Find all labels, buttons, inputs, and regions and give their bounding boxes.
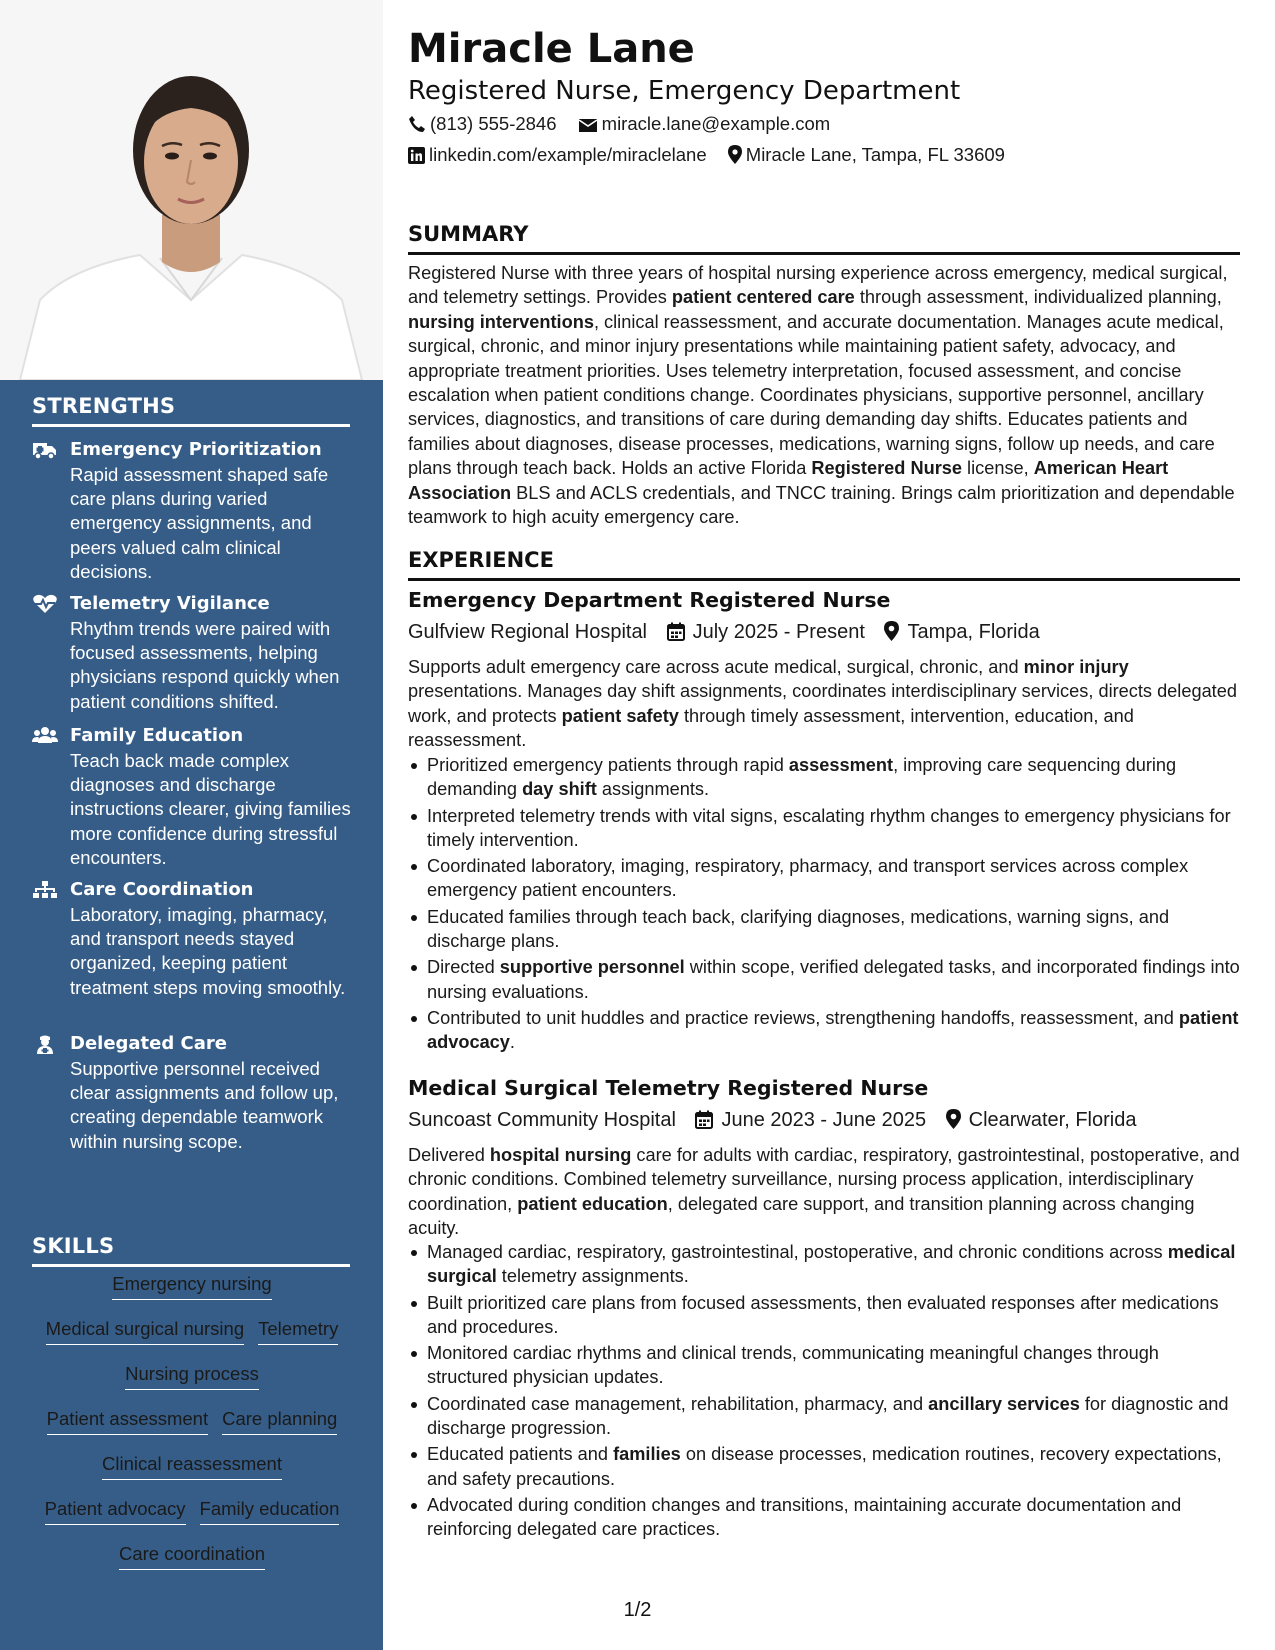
- strength-title: Telemetry Vigilance: [70, 593, 270, 614]
- skills-list: [32, 1272, 352, 1587]
- envelope-icon: [578, 117, 598, 133]
- strength-description: Teach back made complex diagnoses and discharge instructions clearer, giving families more confidence during stressful encounters.: [70, 750, 351, 868]
- linkedin-icon: [408, 147, 425, 164]
- sitemap-icon: [32, 880, 58, 900]
- bullet-item: Built prioritized care plans from focused assessments, then evaluated responses after medications and procedures.: [408, 1291, 1240, 1340]
- strength-title: Emergency Prioritization: [70, 439, 322, 460]
- nurse-icon: [32, 1034, 58, 1054]
- candidate-headline: Registered Nurse, Emergency Department: [408, 76, 961, 106]
- contact-row: [408, 143, 1021, 167]
- job-description: Supports adult emergency care across acute medical, surgical, chronic, and minor injury presentations. Manages day shift assignments, coordinates interdisciplinary services, directs delegated work, and protects patient safety through timely assessment, intervention, education, and reassessment.: [408, 657, 1237, 751]
- skill-tag: Care coordination: [119, 1542, 265, 1570]
- experience-heading: EXPERIENCE: [408, 546, 1240, 581]
- address-text: Miracle Lane, Tampa, FL 33609: [745, 144, 1005, 165]
- bullet-item: Educated families through teach back, clarifying diagnoses, medications, warning signs, and discharge plans.: [408, 905, 1240, 954]
- skill-tag: Nursing process: [125, 1362, 259, 1390]
- linkedin-contact[interactable]: [408, 143, 707, 167]
- ambulance-icon: [32, 440, 58, 460]
- strength-description: Laboratory, imaging, pharmacy, and transport needs stayed organized, keeping patient treatment steps moving smoothly.: [70, 904, 346, 998]
- job-description: Delivered hospital nursing care for adults with cardiac, respiratory, gastrointestinal, postoperative, and chronic conditions. Combined telemetry surveillance, nursing process application, interdisciplinary coordination, patient education, delegated care support, and transition planning across changing acuity.: [408, 1145, 1240, 1239]
- job-dates: [667, 619, 865, 645]
- summary-text: Registered Nurse with three years of hospital nursing experience across emergency, medical surgical, and telemetry settings. Provides patient centered care through assessment, individualized planning, nursing interventions, clinical reassessment, and accurate documentation. Manages acute medical, surgical, chronic, and minor injury presentations while maintaining patient safety, advocacy, and appropriate treatment priorities. Uses telemetry interpretation, focused assessment, and concise escalation when patient conditions change. Coordinates physicians, supportive personnel, ancillary services, diagnostics, and transitions of care during demanding day shifts. Educates patients and families about diagnoses, disease processes, medications, warning signs, follow up needs, and care plans through teach back. Holds an active Florida Registered Nurse license, American Heart Association BLS and ACLS credentials, and TNCC training. Brings calm prioritization and dependable teamwork to high acuity emergency care.: [408, 263, 1235, 528]
- email-address: miracle.lane@example.com: [601, 113, 831, 134]
- contact-row: [408, 112, 846, 136]
- job-date-range: July 2025 - Present: [692, 621, 865, 643]
- employer-name: Gulfview Regional Hospital: [408, 621, 648, 643]
- skills-heading: SKILLS: [32, 1234, 350, 1267]
- skill-tag: Family education: [200, 1497, 340, 1525]
- job-meta: [408, 619, 1054, 645]
- job-meta: [408, 1107, 1150, 1133]
- page-number: 1/2: [623, 1599, 652, 1621]
- job-location-text: Tampa, Florida: [907, 621, 1040, 643]
- job-location: [884, 619, 1039, 645]
- skill-tag: Patient assessment: [47, 1407, 208, 1435]
- candidate-name: Miracle Lane: [408, 26, 695, 72]
- bullet-item: Directed supportive personnel within scope, verified delegated tasks, and incorporated findings into nursing evaluations.: [408, 955, 1240, 1004]
- linkedin-url: linkedin.com/example/miraclelane: [429, 144, 707, 165]
- map-marker-icon: [946, 1109, 961, 1129]
- calendar-icon: [695, 1110, 713, 1129]
- bullet-item: Interpreted telemetry trends with vital signs, escalating rhythm changes to emergency physicians for timely intervention.: [408, 804, 1240, 853]
- skill-tag: Telemetry: [258, 1317, 338, 1345]
- map-marker-icon: [728, 145, 742, 164]
- sidebar: [0, 0, 383, 1650]
- email-contact[interactable]: [578, 112, 831, 136]
- skill-tag: Patient advocacy: [45, 1497, 186, 1525]
- portrait-illustration: [0, 0, 383, 380]
- bullet-item: Coordinated case management, rehabilitation, pharmacy, and ancillary services for diagnostic and discharge progression.: [408, 1392, 1240, 1441]
- employer-name: Suncoast Community Hospital: [408, 1109, 676, 1131]
- bullet-item: Educated patients and families on disease processes, medication routines, recovery expectations, and safety precautions.: [408, 1442, 1240, 1491]
- strength-title: Delegated Care: [70, 1033, 227, 1054]
- job-location-text: Clearwater, Florida: [968, 1109, 1137, 1131]
- map-marker-icon: [884, 621, 899, 641]
- summary-heading: SUMMARY: [408, 220, 1240, 255]
- bullet-item: Advocated during condition changes and transitions, maintaining accurate documentation and reinforcing delegated care practices.: [408, 1493, 1240, 1542]
- job-dates: [695, 1107, 926, 1133]
- skill-tag: Medical surgical nursing: [46, 1317, 244, 1345]
- job-title: Medical Surgical Telemetry Registered Nurse: [408, 1076, 929, 1100]
- job-location: [946, 1107, 1137, 1133]
- job-date-range: June 2023 - June 2025: [721, 1109, 927, 1131]
- bullet-item: Coordinated laboratory, imaging, respiratory, pharmacy, and transport services across complex emergency patient encounters.: [408, 854, 1240, 903]
- strength-description: Rhythm trends were paired with focused assessments, helping physicians respond quickly when patient conditions shifted.: [70, 618, 340, 712]
- heart-pulse-icon: [32, 594, 58, 614]
- address-contact: [728, 143, 1005, 167]
- bullet-item: Prioritized emergency patients through rapid assessment, improving care sequencing during demanding day shift assignments.: [408, 753, 1240, 802]
- job-bullets: [408, 1240, 1240, 1544]
- strength-title: Family Education: [70, 725, 244, 746]
- bullet-item: Managed cardiac, respiratory, gastrointestinal, postoperative, and chronic conditions across medical surgical telemetry assignments.: [408, 1240, 1240, 1289]
- strengths-heading: STRENGTHS: [32, 394, 350, 427]
- calendar-icon: [667, 622, 685, 641]
- skill-tag: Emergency nursing: [112, 1272, 271, 1300]
- phone-number: (813) 555-2846: [430, 113, 557, 134]
- strength-title: Care Coordination: [70, 879, 254, 900]
- strength-description: Supportive personnel received clear assignments and follow up, creating dependable teamwork within nursing scope.: [70, 1058, 339, 1152]
- skill-tag: Clinical reassessment: [102, 1452, 282, 1480]
- profile-photo: [0, 0, 383, 380]
- strength-description: Rapid assessment shaped safe care plans during varied emergency assignments, and peers valued calm clinical decisions.: [70, 464, 329, 582]
- job-title: Emergency Department Registered Nurse: [408, 588, 891, 612]
- bullet-item: Monitored cardiac rhythms and clinical trends, communicating meaningful changes through structured physician updates.: [408, 1341, 1240, 1390]
- phone-icon: [408, 115, 426, 133]
- job-bullets: [408, 753, 1240, 1057]
- skill-tag: Care planning: [222, 1407, 337, 1435]
- bullet-item: Contributed to unit huddles and practice reviews, strengthening handoffs, reassessment, and patient advocacy.: [408, 1006, 1240, 1055]
- phone-contact[interactable]: [408, 112, 557, 136]
- users-icon: [32, 726, 58, 746]
